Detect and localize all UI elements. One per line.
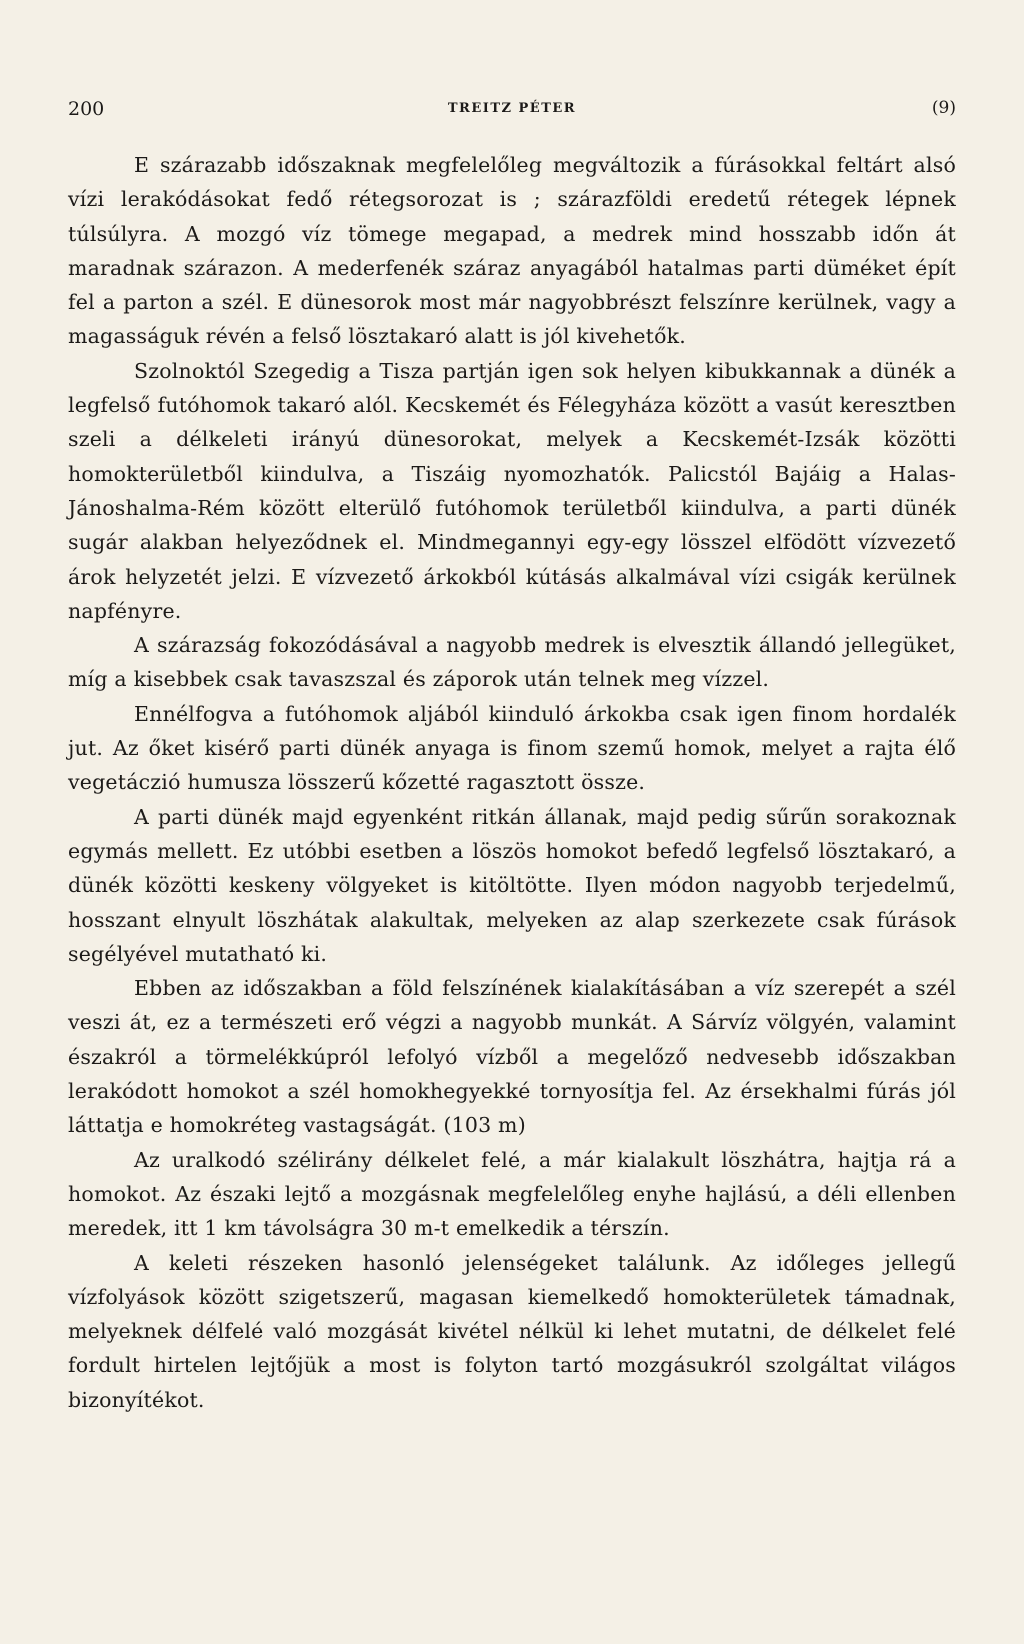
running-title: TREITZ PÉTER bbox=[447, 101, 577, 116]
paragraph: A keleti részeken hasonló jelenségeket találunk. Az időleges jellegű vízfolyások között szigetszerű, magasan kiemelkedő homokterületek támadnak, melyeknek délfelé való mozgását kivétel nélkül ki lehet mutatni, de délkelet felé fordult hirtelen lejtőjük a most is folyton tartó mozgásukról szolgáltat világos bizonyítékot. bbox=[68, 1250, 956, 1412]
paragraph: Az uralkodó szélirány délkelet felé, a már kialakult löszhátra, hajtja rá a homokot. Az északi lejtő a mozgásnak megfelelőleg enyhe hajlású, a déli ellenben meredek, itt 1 km távolságra 30 m-t emelkedik a térszín. bbox=[68, 1147, 956, 1241]
paragraph: E szárazabb időszaknak megfelelőleg megváltozik a fúrásokkal feltárt alsó vízi lerakódásokat fedő rétegsorozat is ; szárazföldi eredetű rétegek lépnek túlsúlyra. A mozgó víz tömege megapad, a medrek mind hosszabb időn át maradnak szárazon. A mederfenék száraz anyagából hatalmas parti düméket épít fel a parton a szél. E dünesorok most már nagyobbrészt felszínre kerülnek, vagy a magasságuk révén a felső lösztakaró alatt is jól kivehetők. bbox=[68, 153, 956, 349]
page-number: 200 bbox=[68, 98, 105, 120]
paragraph: Ennélfogva a futóhomok aljából kiinduló árkokba csak igen finom hordalék jut. Az őket kisérő parti dünék anyaga is finom szemű homok, melyet a rajta élő vegetáczió humusza lösszerű kőzetté ragasztott össze. bbox=[68, 701, 956, 795]
paragraph: A szárazság fokozódásával a nagyobb medrek is elvesztik állandó jellegüket, míg a kisebbek csak tavaszszal és záporok után telnek meg vízzel. bbox=[68, 633, 956, 692]
page-header bbox=[68, 98, 956, 126]
body-text bbox=[68, 148, 956, 1417]
plate-number: (9) bbox=[931, 98, 956, 118]
paragraph: Szolnoktól Szegedig a Tisza partján igen sok helyen kibukkannak a dünék a legfelső futóhomok takaró alól. Kecskemét és Félegyháza között a vasút keresztben szeli a délkeleti irányú dünesorokat, melyek a Kecskemét-Izsák közötti homokterületből kiindulva, a Tiszáig nyomozhatók. Palicstól Bajáig a Halas-Jánoshalma-Rém között elterülő futóhomok területből kiindulva, a parti dünék sugár alakban helyeződnek el. Mindmegannyi egy-egy lösszel elfödött vízvezető árok helyzetét jelzi. E vízvezető árkokból kútásás alkalmával vízi csigák kerülnek napfényre. bbox=[68, 358, 956, 623]
paragraph: A parti dünék majd egyenként ritkán állanak, majd pedig sűrűn sorakoznak egymás mellett. Ez utóbbi esetben a löszös homokot befedő legfelső lösztakaró, a dünék közötti keskeny völgyeket is kitöltötte. Ilyen módon nagyobb terjedelmű, hosszant elnyult löszhátak alakultak, melyeken az alap szerkezete csak fúrások segélyével mutatható ki. bbox=[68, 804, 956, 966]
paragraph: Ebben az időszakban a föld felszínének kialakításában a víz szerepét a szél veszi át, ez a természeti erő végzi a nagyobb munkát. A Sárvíz völgyén, valamint északról a törmelékkúpról lefolyó vízből a megelőző nedvesebb időszakban lerakódott homokot a szél homokhegyekké tornyosítja fel. Az érsekhalmi fúrás jól láttatja e homokréteg vastagságát. (103 m) bbox=[68, 976, 956, 1138]
